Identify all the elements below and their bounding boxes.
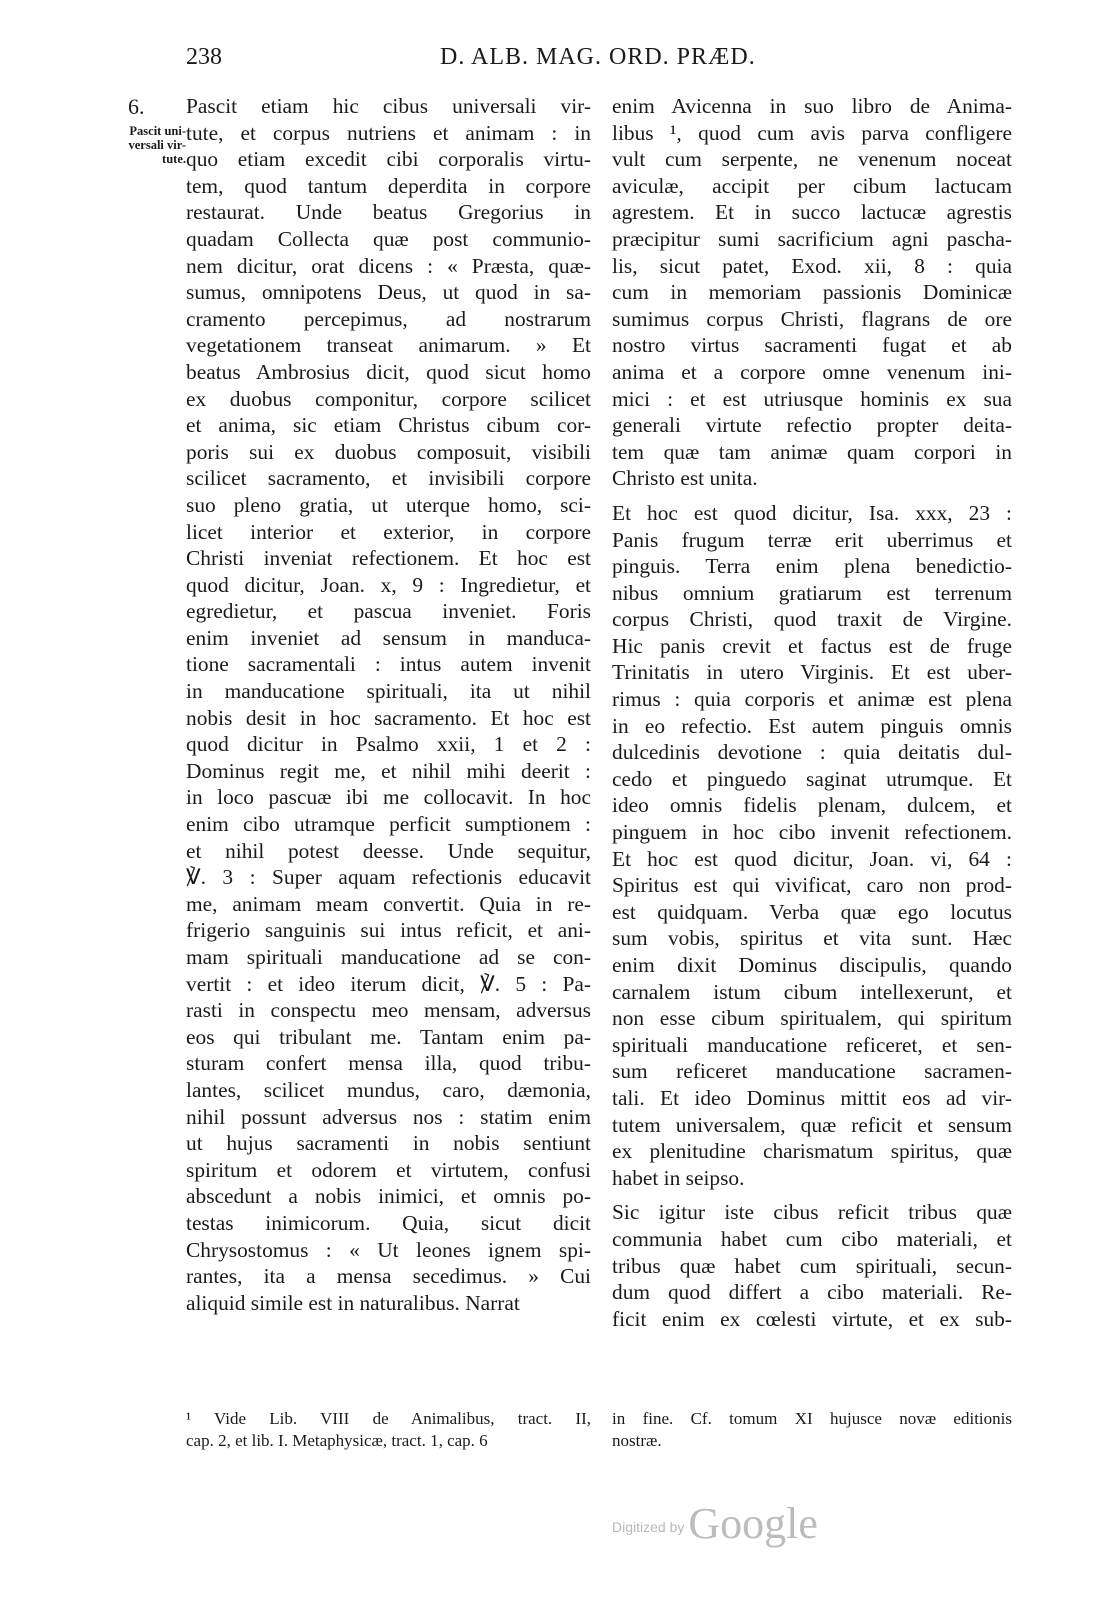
text-line: anima et a corpore omne venenum ini-: [612, 359, 1012, 384]
text-line: pinguem in hoc cibo invenit refectionem.: [612, 820, 1012, 845]
margin-note-line: versali vir-: [128, 138, 186, 152]
text-line: ex duobus componitur, corpore scilicet: [186, 386, 591, 411]
text-line: tem, quod tantum deperdita in corpore: [186, 173, 591, 198]
text-line: mici : et est utriusque hominis ex sua: [612, 386, 1012, 411]
text-line: in eo refectio. Est autem pinguis omnis: [612, 713, 1012, 738]
text-line: sumus, omnipotens Deus, ut quod in sa-: [186, 280, 591, 305]
text-line: Chrysostomus : « Ut leones ignem spi-: [186, 1237, 591, 1262]
text-line: ℣. 3 : Super aquam refectionis educavit: [186, 865, 591, 890]
text-line: Pascit etiam hic cibus universali vir-: [186, 94, 591, 118]
text-line: mam spirituali manducatione ad se con-: [186, 945, 591, 969]
footnote-right: [612, 1408, 1012, 1452]
digitized-watermark: [612, 1498, 818, 1549]
text-line: in loco pascuæ ibi me collocavit. In hoc: [186, 785, 591, 810]
footnote-left: [186, 1408, 591, 1452]
text-line: testas inimicorum. Quia, sicut dicit: [186, 1210, 591, 1235]
footnote-line: in fine. Cf. tomum XI hujusce novæ editionis: [612, 1409, 1012, 1428]
text-line: tute, et corpus nutriens et animam : in: [186, 120, 591, 145]
footnote-line: nostræ.: [612, 1431, 662, 1450]
text-line: cramento percepimus, ad nostrarum: [186, 306, 591, 331]
text-line: beatus Ambrosius dicit, quod sicut homo: [186, 359, 591, 384]
text-line: et nihil potest deesse. Unde sequitur,: [186, 838, 591, 863]
text-line: suo pleno gratia, ut uterque homo, sci-: [186, 492, 591, 517]
text-line: cum in memoriam passionis Dominicæ: [612, 280, 1012, 305]
margin-note-line: tute.: [162, 152, 186, 166]
text-line: nem dicitur, orat dicens : « Præsta, quæ-: [186, 253, 591, 278]
text-line: rimus : quia corporis et animæ est plena: [612, 687, 1012, 712]
text-line: ficit enim ex cœlesti virtute, et ex sub-: [612, 1306, 1012, 1331]
text-line: Christi inveniat refectionem. Et hoc est: [186, 546, 591, 571]
text-line: quod dicitur in Psalmo xxii, 1 et 2 :: [186, 732, 591, 757]
text-line: generali virtute refectio propter deita-: [612, 413, 1012, 438]
text-line: rasti in conspectu meo mensam, adversus: [186, 998, 591, 1023]
text-line: restaurat. Unde beatus Gregorius in: [186, 200, 591, 225]
text-line: enim cibo utramque perficit sumptionem :: [186, 812, 591, 837]
text-line: lantes, scilicet mundus, caro, dæmonia,: [186, 1077, 591, 1102]
text-line: quo etiam excedit cibi corporalis virtu-: [186, 147, 591, 172]
text-line: tribus quæ habet cum spirituali, secun-: [612, 1253, 1012, 1278]
footnote-line: cap. 2, et lib. I. Metaphysicæ, tract. 1, cap. 6: [186, 1431, 488, 1450]
text-line: Et hoc est quod dicitur, Joan. vi, 64 :: [612, 846, 1012, 871]
text-line: tali. Et ideo Dominus mittit eos ad vir-: [612, 1085, 1012, 1110]
text-line: tutem universalem, quæ reficit et sensum: [612, 1112, 1012, 1137]
text-line: libus ¹, quod cum avis parva confligere: [612, 120, 1012, 145]
text-line: agrestem. Et in succo lactucæ agrestis: [612, 200, 1012, 225]
text-line: scilicet sacramento, et invisibili corpore: [186, 466, 591, 491]
text-line: sturam confert mensa illa, quod tribu-: [186, 1051, 591, 1076]
margin-note: [96, 124, 186, 166]
margin-note-line: Pascit uni-: [129, 124, 186, 138]
text-line: dulcedinis devotione : quia deitatis dul-: [612, 740, 1012, 765]
text-line: spiritum et odorem et virtutem, confusi: [186, 1157, 591, 1182]
text-line: carnalem istum cibum intellexerunt, et: [612, 979, 1012, 1004]
text-line: vertit : et ideo iterum dicit, ℣. 5 : Pa-: [186, 971, 591, 996]
text-line: nibus omnium gratiarum est terrenum: [612, 580, 1012, 605]
text-line: me, animam meam convertit. Quia in re-: [186, 891, 591, 916]
text-line: et anima, sic etiam Christus cibum cor-: [186, 413, 591, 438]
text-line: frigerio sanguinis sui intus reficit, et ani-: [186, 918, 591, 943]
text-line: ut hujus sacramenti in nobis sentiunt: [186, 1131, 591, 1156]
text-line: Hic panis crevit et factus est de fruge: [612, 633, 1012, 658]
text-line: nihil possunt adversus nos : statim enim: [186, 1104, 591, 1129]
text-line: enim dixit Dominus discipulis, quando: [612, 953, 1012, 977]
text-line: pinguis. Terra enim plena benedictio-: [612, 554, 1012, 579]
text-line: cedo et pinguedo saginat utrumque. Et: [612, 766, 1012, 791]
text-line: nobis desit in hoc sacramento. Et hoc est: [186, 705, 591, 730]
text-line: lis, sicut patet, Exod. xii, 8 : quia: [612, 253, 1012, 278]
text-line: vegetationem transeat animarum. » Et: [186, 333, 591, 358]
text-line: est quidquam. Verba quæ ego locutus: [612, 899, 1012, 924]
text-line: vult cum serpente, ne venenum noceat: [612, 147, 1012, 172]
left-column: [186, 93, 591, 1316]
footnote-line: ¹ Vide Lib. VIII de Animalibus, tract. II,: [186, 1409, 591, 1428]
page-number: 238: [186, 44, 222, 70]
text-line: abscedunt a nobis inimici, et omnis po-: [186, 1184, 591, 1209]
text-line: præcipitur sumi sacrificium agni pascha-: [612, 226, 1012, 251]
right-column: [612, 93, 1012, 1332]
text-line: enim Avicenna in suo libro de Anima-: [612, 94, 1012, 118]
text-line: nostro virtus sacramenti fugat et ab: [612, 333, 1012, 358]
text-line: spirituali manducatione reficeret, et sen-: [612, 1032, 1012, 1057]
text-line: aliquid simile est in naturalibus. Narrat: [186, 1290, 520, 1315]
text-line: in manducatione spirituali, ita ut nihil: [186, 679, 591, 704]
text-line: quod dicitur, Joan. x, 9 : Ingredietur, et: [186, 572, 591, 597]
text-line: ex plenitudine charismatum spiritus, quæ: [612, 1139, 1012, 1164]
text-line: Spiritus est qui vivificat, caro non prod-: [612, 873, 1012, 898]
text-line: quadam Collecta quæ post communio-: [186, 226, 591, 251]
text-line: tione sacramentali : intus autem invenit: [186, 652, 591, 677]
text-line: egredietur, et pascua inveniet. Foris: [186, 599, 591, 624]
text-line: Et hoc est quod dicitur, Isa. xxx, 23 :: [612, 500, 1012, 525]
text-line: tem quæ tam animæ quam corpori in: [612, 439, 1012, 464]
text-line: corpus Christi, quod traxit de Virgine.: [612, 607, 1012, 632]
section-number: 6.: [128, 94, 145, 119]
text-line: Panis frugum terræ erit uberrimus et: [612, 527, 1012, 552]
text-line: aviculæ, accipit per cibum lactucam: [612, 173, 1012, 198]
watermark-prefix: Digitized by: [612, 1519, 685, 1535]
text-line: poris sui ex duobus composuit, visibili: [186, 439, 591, 464]
google-logo: Google: [688, 1499, 818, 1548]
text-line: licet interior et exterior, in corpore: [186, 519, 591, 544]
text-line: Dominus regit me, et nihil mihi deerit :: [186, 758, 591, 783]
text-line: non esse cibum spiritualem, qui spiritum: [612, 1006, 1012, 1031]
text-line: Sic igitur iste cibus reficit tribus quæ: [612, 1200, 1012, 1225]
text-line: rantes, ita a mensa secedimus. » Cui: [186, 1264, 591, 1289]
text-line: enim inveniet ad sensum in manduca-: [186, 625, 591, 650]
text-line: ideo omnis fidelis plenam, dulcem, et: [612, 793, 1012, 818]
text-line: sumimus corpus Christi, flagrans de ore: [612, 306, 1012, 331]
text-line: dum quod differt a cibo materiali. Re-: [612, 1280, 1012, 1305]
text-line: Christo est unita.: [612, 466, 758, 491]
text-line: communia habet cum cibo materiali, et: [612, 1226, 1012, 1251]
text-line: sum vobis, spiritus et vita sunt. Hæc: [612, 926, 1012, 951]
running-head: D. ALB. MAG. ORD. PRÆD.: [440, 44, 756, 70]
text-line: habet in seipso.: [612, 1165, 745, 1190]
text-line: sum reficeret manducatione sacramen-: [612, 1059, 1012, 1084]
text-line: Trinitatis in utero Virginis. Et est uber-: [612, 660, 1012, 685]
text-line: eos qui tribulant me. Tantam enim pa-: [186, 1024, 591, 1049]
